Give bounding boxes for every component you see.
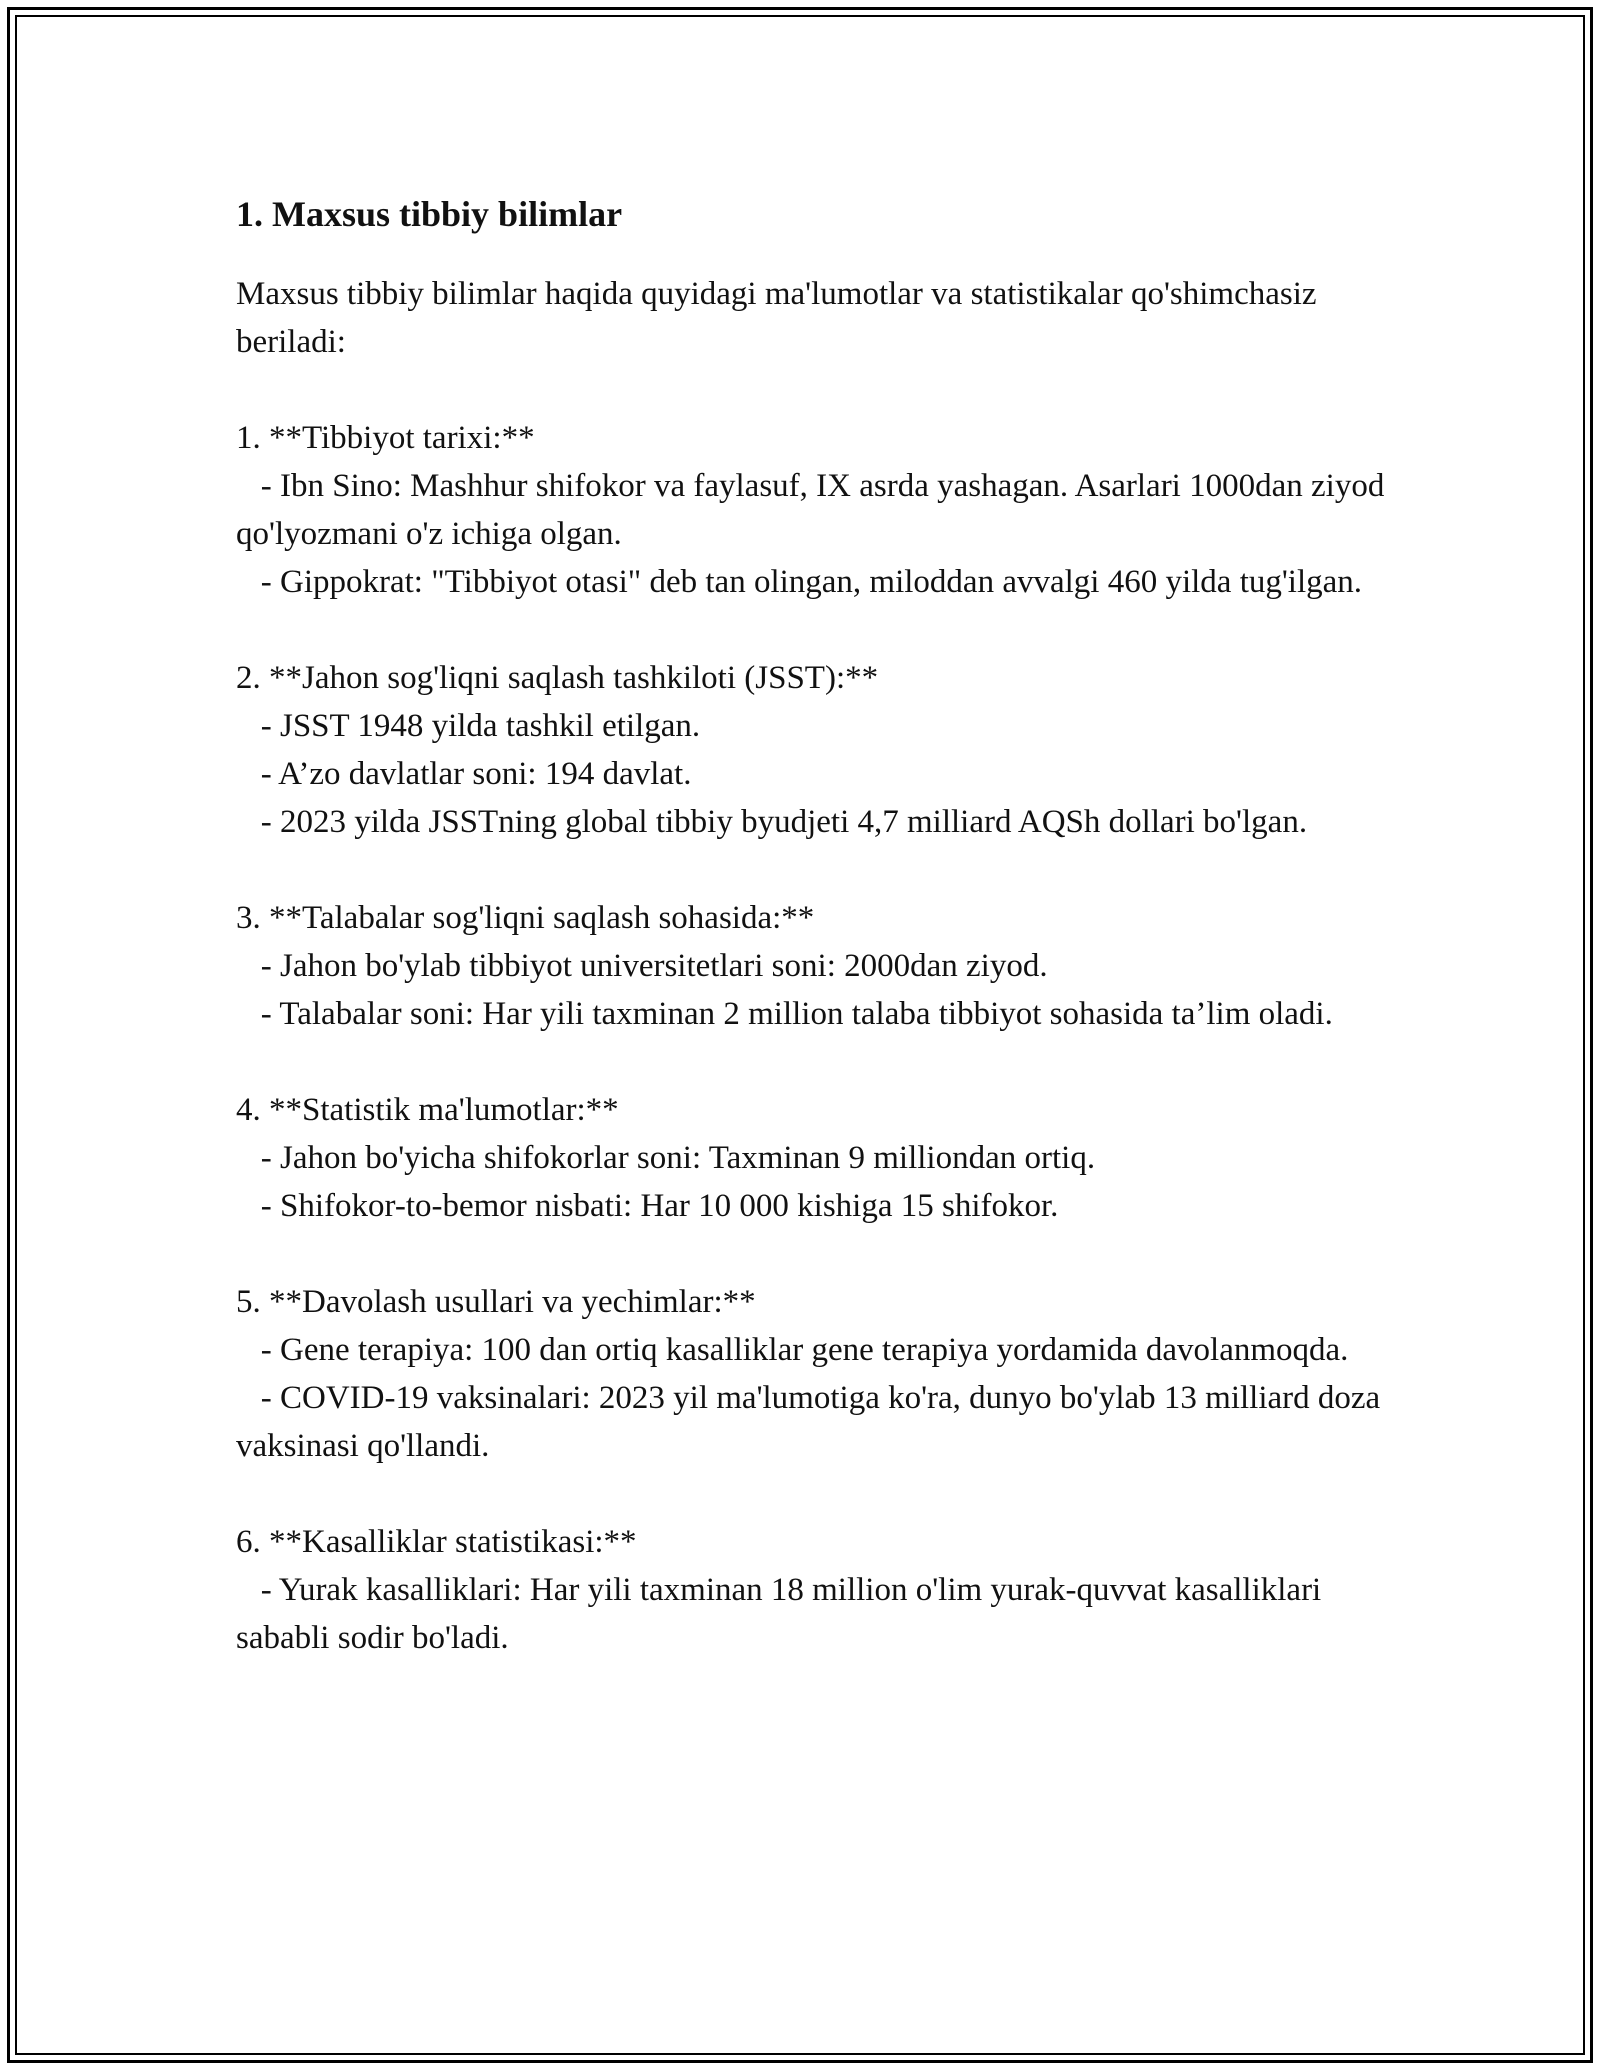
section-statistik-malumotlar bbox=[236, 1086, 1396, 1230]
section-heading: 6. **Kasalliklar statistikasi:** bbox=[236, 1524, 637, 1560]
section-tibbiyot-tarixi bbox=[236, 414, 1396, 606]
list-item: - Ibn Sino: Mashhur shifokor va faylasuf, IX asrda yashagan. Asarlari 1000dan ziyod qo'lyozmani o'z ichiga olgan. bbox=[236, 468, 1393, 552]
list-item: - JSST 1948 yilda tashkil etilgan. bbox=[236, 708, 701, 744]
document-intro: Maxsus tibbiy bilimlar haqida quyidagi ma'lumotlar va statistikalar qo'shimchasiz beriladi: bbox=[236, 276, 1317, 360]
list-item: - Jahon bo'ylab tibbiyot universitetlari soni: 2000dan ziyod. bbox=[236, 948, 1048, 984]
document-body bbox=[236, 188, 1396, 1710]
section-jsst bbox=[236, 654, 1396, 846]
section-talabalar bbox=[236, 894, 1396, 1038]
section-heading: 4. **Statistik ma'lumotlar:** bbox=[236, 1092, 619, 1128]
list-item: - Gippokrat: "Tibbiyot otasi" deb tan olingan, miloddan avvalgi 460 yilda tug'ilgan. bbox=[236, 564, 1363, 600]
list-item: - 2023 yilda JSSTning global tibbiy byudjeti 4,7 milliard AQSh dollari bo'lgan. bbox=[236, 804, 1308, 840]
document-title: 1. Maxsus tibbiy bilimlar bbox=[236, 194, 623, 234]
section-heading: 3. **Talabalar sog'liqni saqlash sohasida:** bbox=[236, 900, 815, 936]
list-item: - Talabalar soni: Har yili taxminan 2 million talaba tibbiyot sohasida ta’lim oladi. bbox=[236, 996, 1333, 1032]
section-heading: 1. **Tibbiyot tarixi:** bbox=[236, 420, 535, 456]
list-item: - COVID-19 vaksinalari: 2023 yil ma'lumotiga ko'ra, dunyo bo'ylab 13 milliard doza vaksinasi qo'llandi. bbox=[236, 1380, 1389, 1464]
section-heading: 5. **Davolash usullari va yechimlar:** bbox=[236, 1284, 756, 1320]
list-item: - Yurak kasalliklari: Har yili taxminan 18 million o'lim yurak-quvvat kasalliklari sababli sodir bo'ladi. bbox=[236, 1572, 1330, 1656]
section-kasalliklar-statistikasi bbox=[236, 1518, 1396, 1662]
section-heading: 2. **Jahon sog'liqni saqlash tashkiloti (JSST):** bbox=[236, 660, 879, 696]
section-davolash-usullari bbox=[236, 1278, 1396, 1470]
list-item: - Shifokor-to-bemor nisbati: Har 10 000 kishiga 15 shifokor. bbox=[236, 1188, 1059, 1224]
list-item: - Jahon bo'yicha shifokorlar soni: Taxminan 9 milliondan ortiq. bbox=[236, 1140, 1096, 1176]
list-item: - Gene terapiya: 100 dan ortiq kasalliklar gene terapiya yordamida davolanmoqda. bbox=[236, 1332, 1349, 1368]
list-item: - A’zo davlatlar soni: 194 davlat. bbox=[236, 756, 692, 792]
